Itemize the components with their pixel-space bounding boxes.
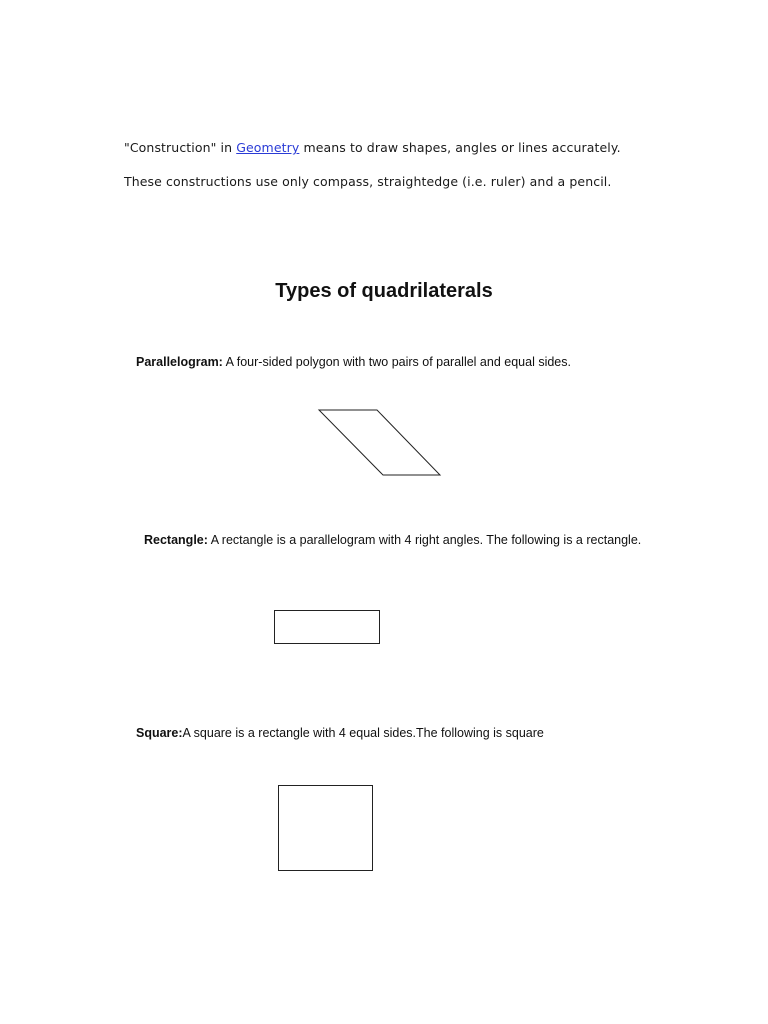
parallelogram-text: A four-sided polygon with two pairs of parallel and equal sides. (222, 355, 571, 369)
square-definition (136, 726, 544, 740)
square-text: A square is a rectangle with 4 equal sides.The following is square (182, 726, 544, 740)
rectangle-definition (144, 533, 641, 547)
square-shape (279, 786, 373, 871)
parallelogram-term: Parallelogram: (136, 355, 223, 369)
intro-line-2: These constructions use only compass, straightedge (i.e. ruler) and a pencil. (124, 174, 612, 189)
page-heading: Types of quadrilaterals (275, 280, 493, 302)
rectangle-term: Rectangle: (144, 533, 208, 547)
intro-line-1 (124, 140, 621, 155)
intro-line-1-post: means to draw shapes, angles or lines accurately. (299, 140, 621, 155)
rectangle-shape (275, 611, 380, 644)
intro-line-1-pre: "Construction" in (124, 140, 237, 155)
rectangle-text: A rectangle is a parallelogram with 4 right angles. The following is a rectangle. (207, 533, 642, 547)
rectangle-figure (273, 609, 383, 647)
geometry-link[interactable]: Geometry (236, 140, 300, 155)
parallelogram-definition (136, 355, 571, 369)
parallelogram-shape (319, 410, 440, 475)
square-figure (277, 784, 376, 874)
parallelogram-figure (316, 408, 444, 478)
square-term: Square: (136, 726, 183, 740)
